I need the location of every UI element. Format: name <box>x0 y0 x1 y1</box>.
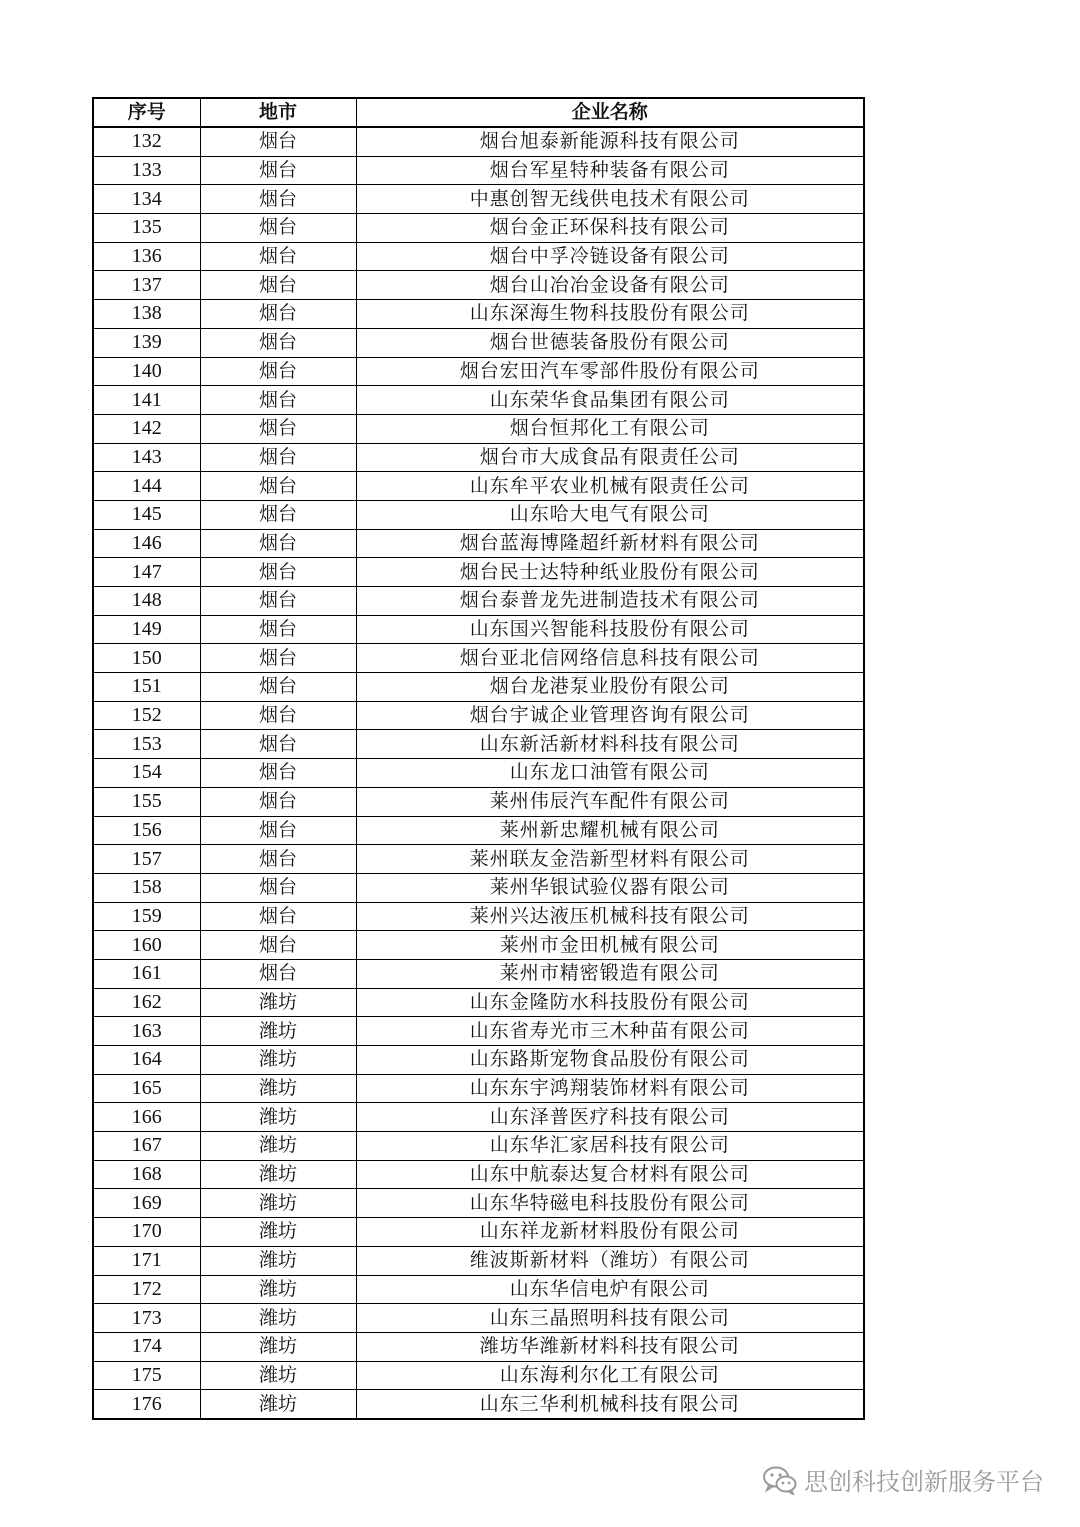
table-row <box>93 1390 864 1419</box>
cell-serial: 152 <box>93 701 200 730</box>
cell-company-name: 中惠创智无线供电技术有限公司 <box>356 185 864 214</box>
table-header-row <box>93 98 864 127</box>
cell-city: 烟台 <box>200 414 356 443</box>
table-row <box>93 1132 864 1161</box>
header-city: 地市 <box>200 98 356 127</box>
table-row <box>93 1361 864 1390</box>
cell-serial: 159 <box>93 902 200 931</box>
cell-company-name: 山东三晶照明科技有限公司 <box>356 1304 864 1333</box>
table-row <box>93 127 864 156</box>
cell-serial: 166 <box>93 1103 200 1132</box>
cell-company-name: 烟台金正环保科技有限公司 <box>356 214 864 243</box>
cell-company-name: 山东三华利机械科技有限公司 <box>356 1390 864 1419</box>
cell-city: 潍坊 <box>200 1361 356 1390</box>
cell-city: 烟台 <box>200 328 356 357</box>
table-row <box>93 701 864 730</box>
cell-city: 潍坊 <box>200 1017 356 1046</box>
table-row <box>93 759 864 788</box>
cell-serial: 173 <box>93 1304 200 1333</box>
table-row <box>93 529 864 558</box>
table-row <box>93 1189 864 1218</box>
cell-company-name: 烟台龙港泵业股份有限公司 <box>356 673 864 702</box>
enterprise-table <box>92 97 865 1420</box>
cell-serial: 144 <box>93 472 200 501</box>
cell-city: 潍坊 <box>200 1074 356 1103</box>
cell-company-name: 莱州市金田机械有限公司 <box>356 931 864 960</box>
watermark-text: 思创科技创新服务平台 <box>804 1468 1044 1496</box>
cell-city: 烟台 <box>200 529 356 558</box>
cell-serial: 138 <box>93 300 200 329</box>
table-row <box>93 185 864 214</box>
cell-company-name: 烟台亚北信网络信息科技有限公司 <box>356 644 864 673</box>
table-row <box>93 328 864 357</box>
cell-city: 潍坊 <box>200 1390 356 1419</box>
table-row <box>93 959 864 988</box>
cell-serial: 137 <box>93 271 200 300</box>
cell-city: 烟台 <box>200 845 356 874</box>
table-row <box>93 730 864 759</box>
table-row <box>93 1017 864 1046</box>
cell-serial: 169 <box>93 1189 200 1218</box>
cell-serial: 148 <box>93 587 200 616</box>
cell-company-name: 山东荣华食品集团有限公司 <box>356 386 864 415</box>
cell-city: 潍坊 <box>200 988 356 1017</box>
cell-city: 烟台 <box>200 902 356 931</box>
cell-serial: 136 <box>93 242 200 271</box>
cell-company-name: 烟台中孚冷链设备有限公司 <box>356 242 864 271</box>
table-row <box>93 845 864 874</box>
table-row <box>93 472 864 501</box>
cell-serial: 150 <box>93 644 200 673</box>
cell-serial: 160 <box>93 931 200 960</box>
cell-serial: 164 <box>93 1046 200 1075</box>
cell-company-name: 山东深海生物科技股份有限公司 <box>356 300 864 329</box>
cell-serial: 157 <box>93 845 200 874</box>
cell-company-name: 莱州联友金浩新型材料有限公司 <box>356 845 864 874</box>
cell-city: 潍坊 <box>200 1103 356 1132</box>
table-row <box>93 443 864 472</box>
table-row <box>93 357 864 386</box>
cell-serial: 162 <box>93 988 200 1017</box>
cell-city: 烟台 <box>200 214 356 243</box>
table-row <box>93 500 864 529</box>
cell-serial: 133 <box>93 156 200 185</box>
table-row <box>93 644 864 673</box>
table-row <box>93 816 864 845</box>
cell-city: 烟台 <box>200 816 356 845</box>
cell-serial: 132 <box>93 127 200 156</box>
cell-company-name: 烟台民士达特种纸业股份有限公司 <box>356 558 864 587</box>
cell-company-name: 烟台世德装备股份有限公司 <box>356 328 864 357</box>
cell-company-name: 烟台宏田汽车零部件股份有限公司 <box>356 357 864 386</box>
cell-serial: 141 <box>93 386 200 415</box>
table-row <box>93 214 864 243</box>
cell-city: 烟台 <box>200 959 356 988</box>
cell-company-name: 莱州市精密锻造有限公司 <box>356 959 864 988</box>
cell-city: 潍坊 <box>200 1132 356 1161</box>
cell-serial: 163 <box>93 1017 200 1046</box>
cell-serial: 165 <box>93 1074 200 1103</box>
cell-serial: 154 <box>93 759 200 788</box>
cell-serial: 158 <box>93 873 200 902</box>
table-row <box>93 587 864 616</box>
cell-city: 烟台 <box>200 787 356 816</box>
cell-company-name: 莱州伟辰汽车配件有限公司 <box>356 787 864 816</box>
cell-city: 烟台 <box>200 500 356 529</box>
cell-serial: 168 <box>93 1160 200 1189</box>
cell-serial: 155 <box>93 787 200 816</box>
cell-company-name: 烟台军星特种装备有限公司 <box>356 156 864 185</box>
cell-company-name: 山东海利尔化工有限公司 <box>356 1361 864 1390</box>
cell-city: 烟台 <box>200 873 356 902</box>
cell-company-name: 烟台市大成食品有限责任公司 <box>356 443 864 472</box>
cell-city: 潍坊 <box>200 1304 356 1333</box>
cell-company-name: 潍坊华潍新材料科技有限公司 <box>356 1332 864 1361</box>
cell-company-name: 山东省寿光市三木种苗有限公司 <box>356 1017 864 1046</box>
cell-company-name: 山东牟平农业机械有限责任公司 <box>356 472 864 501</box>
cell-serial: 134 <box>93 185 200 214</box>
cell-city: 烟台 <box>200 156 356 185</box>
cell-serial: 149 <box>93 615 200 644</box>
cell-serial: 171 <box>93 1246 200 1275</box>
cell-city: 烟台 <box>200 443 356 472</box>
cell-company-name: 山东华汇家居科技有限公司 <box>356 1132 864 1161</box>
cell-city: 烟台 <box>200 242 356 271</box>
cell-company-name: 山东路斯宠物食品股份有限公司 <box>356 1046 864 1075</box>
table-row <box>93 1074 864 1103</box>
cell-serial: 143 <box>93 443 200 472</box>
table-row <box>93 931 864 960</box>
cell-city: 烟台 <box>200 587 356 616</box>
cell-company-name: 烟台泰普龙先进制造技术有限公司 <box>356 587 864 616</box>
cell-city: 烟台 <box>200 300 356 329</box>
table-row <box>93 1218 864 1247</box>
table-row <box>93 615 864 644</box>
cell-city: 烟台 <box>200 730 356 759</box>
cell-city: 潍坊 <box>200 1246 356 1275</box>
watermark <box>762 1462 1044 1497</box>
cell-serial: 170 <box>93 1218 200 1247</box>
cell-company-name: 山东新活新材料科技有限公司 <box>356 730 864 759</box>
wechat-icon <box>762 1465 798 1495</box>
cell-city: 潍坊 <box>200 1332 356 1361</box>
table-body <box>93 127 864 1419</box>
table-row <box>93 300 864 329</box>
cell-city: 烟台 <box>200 357 356 386</box>
cell-serial: 153 <box>93 730 200 759</box>
cell-city: 潍坊 <box>200 1046 356 1075</box>
cell-company-name: 烟台旭泰新能源科技有限公司 <box>356 127 864 156</box>
cell-city: 烟台 <box>200 644 356 673</box>
cell-city: 烟台 <box>200 127 356 156</box>
cell-city: 烟台 <box>200 615 356 644</box>
cell-city: 潍坊 <box>200 1218 356 1247</box>
cell-city: 烟台 <box>200 759 356 788</box>
cell-serial: 175 <box>93 1361 200 1390</box>
cell-serial: 140 <box>93 357 200 386</box>
table-row <box>93 988 864 1017</box>
cell-serial: 139 <box>93 328 200 357</box>
cell-city: 烟台 <box>200 701 356 730</box>
cell-city: 烟台 <box>200 271 356 300</box>
cell-serial: 172 <box>93 1275 200 1304</box>
cell-serial: 146 <box>93 529 200 558</box>
cell-city: 烟台 <box>200 673 356 702</box>
table-row <box>93 1160 864 1189</box>
cell-company-name: 莱州新忠耀机械有限公司 <box>356 816 864 845</box>
table-row <box>93 787 864 816</box>
table-row <box>93 673 864 702</box>
cell-city: 潍坊 <box>200 1189 356 1218</box>
cell-city: 烟台 <box>200 185 356 214</box>
cell-serial: 176 <box>93 1390 200 1419</box>
cell-company-name: 山东泽普医疗科技有限公司 <box>356 1103 864 1132</box>
cell-company-name: 莱州兴达液压机械科技有限公司 <box>356 902 864 931</box>
cell-company-name: 烟台宇诚企业管理咨询有限公司 <box>356 701 864 730</box>
cell-serial: 167 <box>93 1132 200 1161</box>
cell-city: 烟台 <box>200 558 356 587</box>
table-row <box>93 1246 864 1275</box>
cell-company-name: 山东国兴智能科技股份有限公司 <box>356 615 864 644</box>
cell-company-name: 烟台恒邦化工有限公司 <box>356 414 864 443</box>
header-serial: 序号 <box>93 98 200 127</box>
cell-company-name: 山东华信电炉有限公司 <box>356 1275 864 1304</box>
cell-serial: 156 <box>93 816 200 845</box>
cell-company-name: 山东中航泰达复合材料有限公司 <box>356 1160 864 1189</box>
cell-company-name: 莱州华银试验仪器有限公司 <box>356 873 864 902</box>
table-row <box>93 156 864 185</box>
cell-company-name: 山东华特磁电科技股份有限公司 <box>356 1189 864 1218</box>
header-company-name: 企业名称 <box>356 98 864 127</box>
table-row <box>93 1275 864 1304</box>
cell-company-name: 烟台山冶冶金设备有限公司 <box>356 271 864 300</box>
cell-company-name: 烟台蓝海博隆超纤新材料有限公司 <box>356 529 864 558</box>
cell-serial: 151 <box>93 673 200 702</box>
table-row <box>93 242 864 271</box>
cell-city: 烟台 <box>200 386 356 415</box>
table-row <box>93 386 864 415</box>
table-row <box>93 1304 864 1333</box>
table-row <box>93 873 864 902</box>
cell-city: 烟台 <box>200 931 356 960</box>
cell-city: 烟台 <box>200 472 356 501</box>
cell-company-name: 山东龙口油管有限公司 <box>356 759 864 788</box>
table-row <box>93 1332 864 1361</box>
cell-company-name: 维波斯新材料（潍坊）有限公司 <box>356 1246 864 1275</box>
table-row <box>93 558 864 587</box>
cell-city: 潍坊 <box>200 1160 356 1189</box>
table-row <box>93 1046 864 1075</box>
cell-company-name: 山东东宇鸿翔装饰材料有限公司 <box>356 1074 864 1103</box>
table-row <box>93 414 864 443</box>
table-row <box>93 1103 864 1132</box>
cell-company-name: 山东祥龙新材料股份有限公司 <box>356 1218 864 1247</box>
cell-serial: 145 <box>93 500 200 529</box>
cell-company-name: 山东哈大电气有限公司 <box>356 500 864 529</box>
cell-serial: 142 <box>93 414 200 443</box>
table-row <box>93 902 864 931</box>
cell-serial: 161 <box>93 959 200 988</box>
cell-company-name: 山东金隆防水科技股份有限公司 <box>356 988 864 1017</box>
cell-city: 潍坊 <box>200 1275 356 1304</box>
cell-serial: 135 <box>93 214 200 243</box>
table-row <box>93 271 864 300</box>
cell-serial: 174 <box>93 1332 200 1361</box>
cell-serial: 147 <box>93 558 200 587</box>
